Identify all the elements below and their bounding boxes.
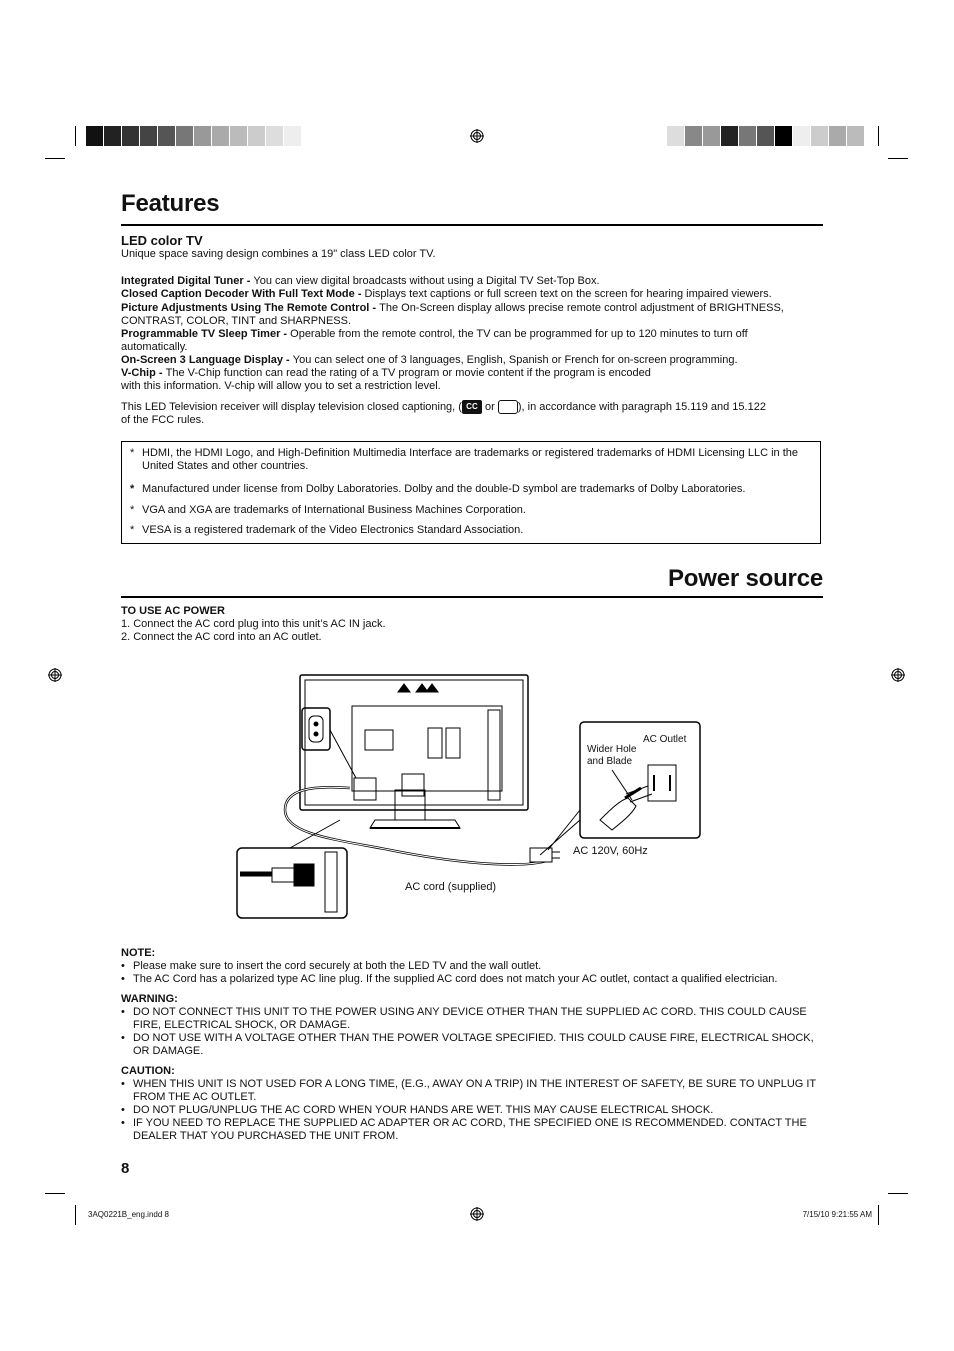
registration-mark-icon [470,129,484,143]
color-swatch [739,126,757,146]
power-cord [285,787,560,864]
feature-item: Integrated Digital Tuner - You can view digital broadcasts without using a Digital TV Set-Top Box. [121,275,600,287]
color-swatch [266,126,284,146]
ac-power-heading: TO USE AC POWER [121,605,225,617]
step-2: 2. Connect the AC cord into an AC outlet. [121,631,322,643]
cc-text: This LED Television receiver will display television closed captioning, ( CC or ), in accordance with paragraph 15.119 and 15.122 [121,400,766,413]
speech-bubble-icon [498,400,518,414]
registration-mark-icon [891,668,905,682]
slug-timestamp: 7/15/10 9:21:55 AM [802,1210,872,1219]
color-swatch [140,126,158,146]
color-bar-right [667,126,865,146]
color-swatch [775,126,793,146]
color-swatch [194,126,212,146]
crop-mark [45,1193,65,1194]
warning-heading: WARNING: [121,993,178,1005]
led-subtitle: LED color TV [121,233,203,248]
ac-outlet-label: AC Outlet [643,734,687,745]
ac-cord-label: AC cord (supplied) [405,881,497,893]
crop-mark [75,126,76,146]
and-blade-label: and Blade [587,756,633,767]
crop-mark [878,1205,879,1225]
color-swatch [667,126,685,146]
power-source-title: Power source [668,565,823,592]
color-swatch [847,126,865,146]
note-heading: NOTE: [121,947,156,959]
color-swatch [685,126,703,146]
crop-mark [878,126,879,146]
crop-mark [888,158,908,159]
color-swatch [122,126,140,146]
plug-callout [237,820,347,918]
registration-mark-icon [470,1207,484,1221]
registration-mark-icon [48,668,62,682]
color-swatch [212,126,230,146]
feature-item: Picture Adjustments Using The Remote Control - The On-Screen display allows precise remote control adjustment of BRIGHTNESS, CONTRAST, COLOR, TINT and SHARPNESS. [121,302,784,327]
feature-item: V-Chip - The V-Chip function can read the rating of a TV program or movie content if the program is encoded [121,367,651,379]
divider [121,224,823,226]
wider-hole-label: Wider Hole [587,744,637,755]
step-1: 1. Connect the AC cord plug into this unit’s AC IN jack. [121,618,386,630]
color-swatch [703,126,721,146]
color-swatch [811,126,829,146]
divider [121,596,823,598]
crop-mark [888,1193,908,1194]
color-swatch [104,126,122,146]
color-swatch [176,126,194,146]
color-swatch [230,126,248,146]
color-swatch [793,126,811,146]
ac-in-jack-callout [302,708,356,778]
closed-caption-icon: CC [462,400,482,414]
color-swatch [86,126,104,146]
intro-text: Unique space saving design combines a 19" class LED color TV. [121,248,436,260]
caution-heading: CAUTION: [121,1065,175,1077]
color-bar-left [86,126,302,146]
cc-line2: of the FCC rules. [121,414,205,426]
vchip-line2: with this information. V-chip will allow you to set a restriction level. [121,380,441,392]
color-swatch [757,126,775,146]
trademark-box: * HDMI, the HDMI Logo, and High-Definition Multimedia Interface are trademarks or registered trademarks of HDMI Licensing LLC in the United States and other countries. * Manufactured under license from Dolby Laboratories. Dolby and the double-D symbol are trademarks of Dolby Laboratories. * VGA and XGA are trademarks of International Business Machines Corporation. * VESA is a registered trademark of the Video Electronics Standard Association. [121,441,821,544]
color-swatch [158,126,176,146]
feature-item: Programmable TV Sleep Timer - Operable from the remote control, the TV can be programmed for up to 120 minutes to turn off automatically. [121,328,748,353]
color-swatch [284,126,302,146]
color-swatch [721,126,739,146]
crop-mark [75,1205,76,1225]
tv-rear-illustration [300,675,528,828]
slug-filename: 3AQ0221B_eng.indd 8 [88,1210,169,1219]
page-number: 8 [121,1160,130,1177]
color-swatch [248,126,266,146]
feature-item: Closed Caption Decoder With Full Text Mode - Displays text captions or full screen text on the screen for hearing impaired viewers. [121,288,772,300]
crop-mark [45,158,65,159]
features-title: Features [121,190,220,217]
feature-item: On-Screen 3 Language Display - You can select one of 3 languages, English, Spanish or French for on-screen programming. [121,354,738,366]
ac-spec-label: AC 120V, 60Hz [573,845,648,857]
color-swatch [829,126,847,146]
